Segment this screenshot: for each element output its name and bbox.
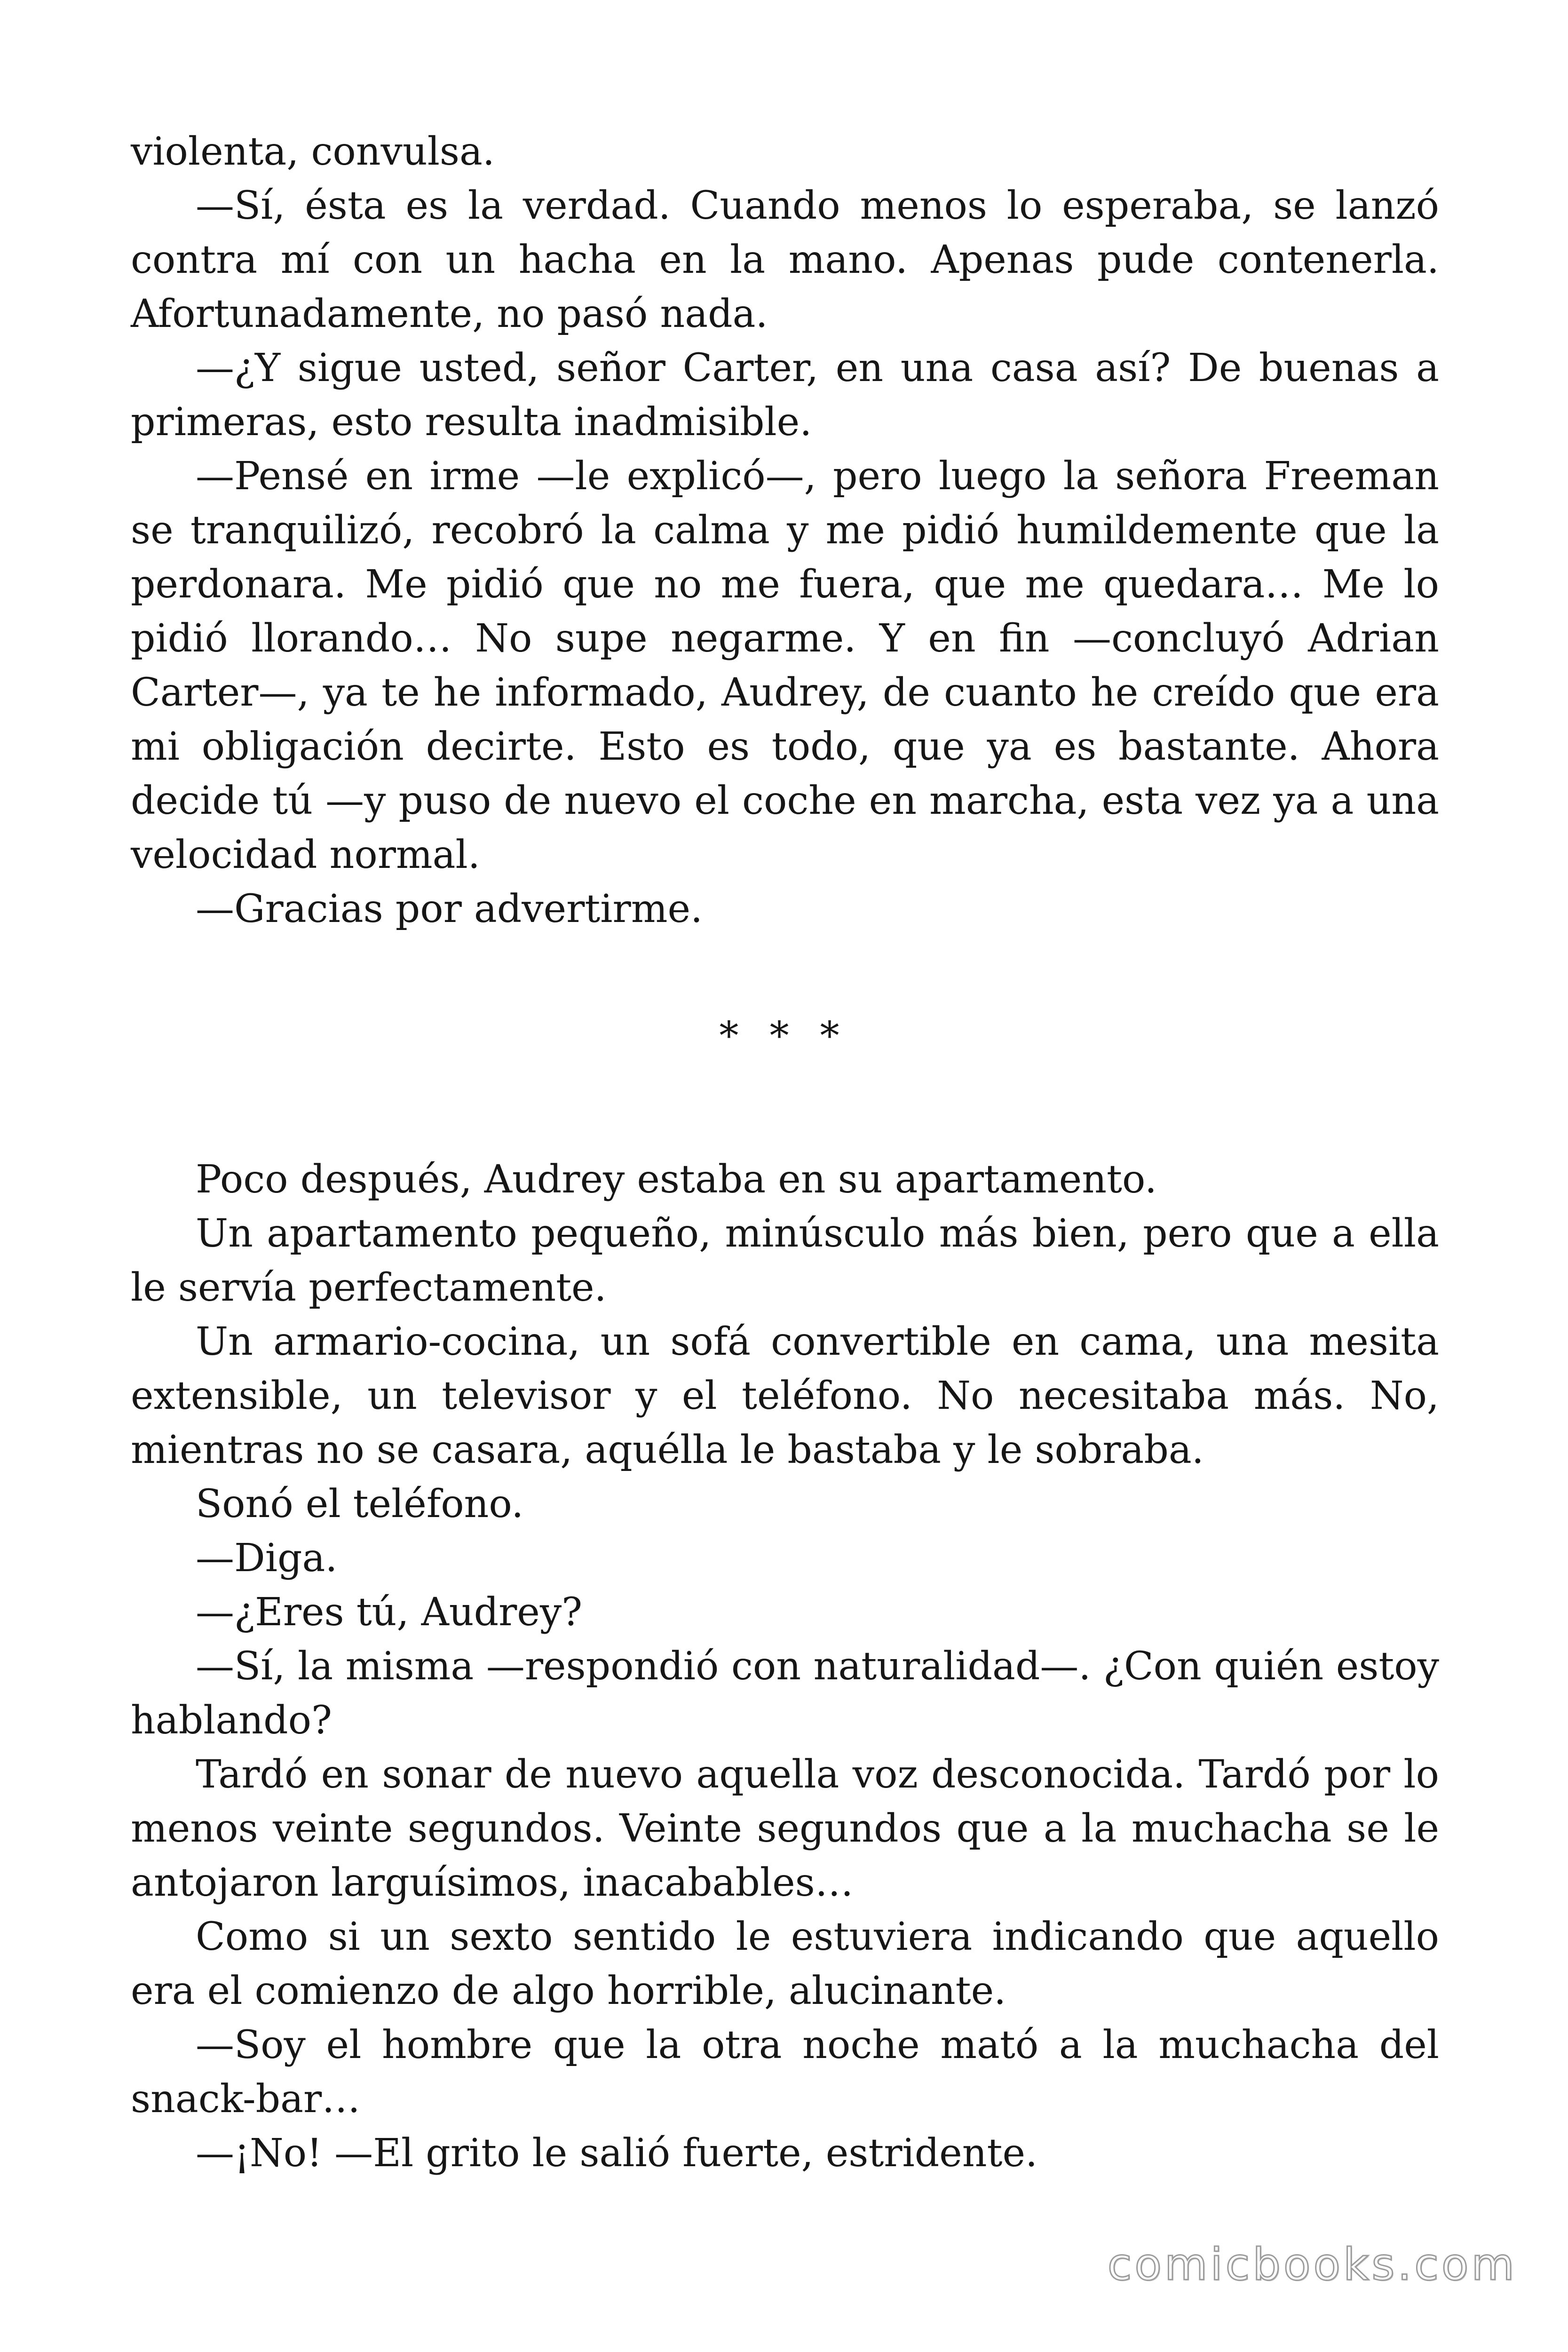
paragraph: —Pensé en irme —le explicó—, pero luego la señora Freeman se tranquilizó, recobró la calma y me pidió humildemente que la perdonara. Me pidió que no me fuera, que me quedara… Me lo pidió llorando… No supe negarme. Y en fin —concluyó Adrian Carter—, ya te he informado, Audrey, de cuanto he creído que era mi obligación decirte. Esto es todo, que ya es bastante. Ahora decide tú —y puso de nuevo el coche en marcha, esta vez ya a una velocidad normal. [131,454,1439,877]
paragraph: Tardó en sonar de nuevo aquella voz desconocida. Tardó por lo menos veinte segundos. Veinte segundos que a la muchacha se le antojaron larguísimos, inacabables… [131,1752,1439,1905]
paragraph-continuation: violenta, convulsa. [131,129,495,174]
paragraph: —Diga. [196,1536,338,1581]
watermark: comicbooks.com [1107,2239,1517,2290]
paragraph: Poco después, Audrey estaba en su apartamento. [196,1157,1157,1202]
paragraph: Un apartamento pequeño, minúsculo más bien, pero que a ella le servía perfectamente. [131,1211,1439,1310]
paragraph: —¡No! —El grito le salió fuerte, estridente. [196,2131,1038,2176]
text-section-top [131,125,1439,936]
paragraph: Sonó el teléfono. [196,1482,524,1526]
paragraph: Un armario-cocina, un sofá convertible en cama, una mesita extensible, un televisor y el teléfono. No necesitaba más. No, mientras no se casara, aquélla le bastaba y le sobraba. [131,1319,1439,1472]
paragraph: —Gracias por advertirme. [196,887,703,931]
text-section-bottom [131,1152,1439,2180]
paragraph: —Sí, la misma —respondió con naturalidad—. ¿Con quién estoy hablando? [131,1644,1439,1743]
paragraph: —¿Eres tú, Audrey? [196,1590,583,1635]
paragraph: —Sí, ésta es la verdad. Cuando menos lo esperaba, se lanzó contra mí con un hacha en la mano. Apenas pude contenerla. Afortunadamente, no pasó nada. [131,183,1439,336]
paragraph: —¿Y sigue usted, señor Carter, en una casa así? De buenas a primeras, esto resulta inadmisible. [131,346,1439,445]
scene-break: * * * [719,1014,849,1058]
paragraph: —Soy el hombre que la otra noche mató a la muchacha del snack-bar… [131,2023,1439,2122]
paragraph: Como si un sexto sentido le estuviera indicando que aquello era el comienzo de algo horrible, alucinante. [131,1915,1439,2013]
